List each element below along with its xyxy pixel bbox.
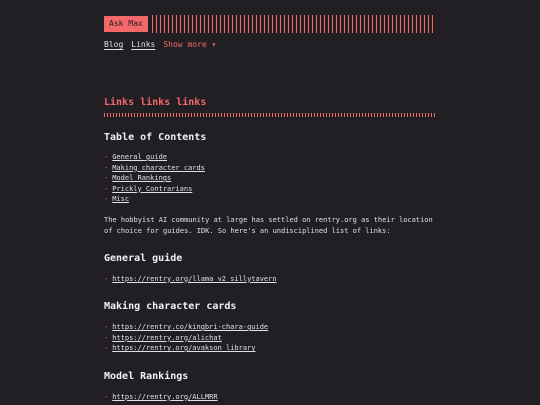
list-item <box>104 194 436 205</box>
site-nav <box>104 40 216 49</box>
toc-link-misc[interactable]: Misc <box>112 195 130 203</box>
bullet-dash: - <box>104 344 109 352</box>
list-item <box>104 322 436 333</box>
toc-list <box>104 152 436 205</box>
bullet-dash: - <box>104 184 109 193</box>
bullet-dash: - <box>104 174 109 182</box>
external-link[interactable]: https://rentry.org/avakson_library <box>112 344 256 352</box>
list-item <box>104 333 436 344</box>
list-item <box>104 173 436 184</box>
bullet-dash: - <box>104 333 109 342</box>
section-heading-character-cards: Making character cards <box>104 301 237 312</box>
toc-heading: Table of Contents <box>104 132 207 143</box>
link-list <box>104 274 436 285</box>
list-item <box>104 343 436 354</box>
external-link[interactable]: https://rentry.org/alichat <box>112 333 222 342</box>
external-link[interactable]: https://rentry.co/kingbri-chara-guide <box>112 323 269 331</box>
toc-link-prickly-contrarians[interactable]: Prickly Contrarians <box>112 184 193 193</box>
bullet-dash: - <box>104 392 109 401</box>
section-heading-general-guide: General guide <box>104 252 183 264</box>
toc-link-making-character-cards[interactable]: Making character cards <box>112 163 205 172</box>
bullet-dash: - <box>104 163 109 172</box>
list-item <box>104 274 436 285</box>
site-header <box>104 15 436 33</box>
link-list <box>104 392 436 403</box>
bullet-dash: - <box>104 195 109 203</box>
decorative-bars <box>152 15 436 33</box>
bullet-dash: - <box>104 274 109 283</box>
show-more-dropdown[interactable]: Show more ▾ <box>163 40 217 49</box>
list-item <box>104 152 436 163</box>
list-item <box>104 184 436 195</box>
intro-paragraph: The hobbyist AI community at large has settled on rentry.org as their location of choice for guides. IDK. So here's an undisciplined list of links: <box>104 215 433 235</box>
bullet-dash: - <box>104 153 109 161</box>
external-link[interactable]: https://rentry.org/ALLMRR <box>112 392 218 401</box>
link-list <box>104 322 436 354</box>
section-heading-model-rankings: Model Rankings <box>104 370 189 382</box>
nav-link-links[interactable]: Links <box>131 40 156 49</box>
nav-link-blog[interactable]: Blog <box>104 40 124 49</box>
brand-logo-button[interactable]: Ask Max <box>104 16 148 32</box>
toc-link-general-guide[interactable]: General guide <box>112 153 168 161</box>
page-title: Links links links <box>104 97 207 108</box>
list-item <box>104 392 436 403</box>
list-item <box>104 163 436 174</box>
bullet-dash: - <box>104 323 109 331</box>
toc-link-model-rankings[interactable]: Model Rankings <box>112 174 172 182</box>
external-link[interactable]: https://rentry.org/llama_v2_sillytavern <box>112 274 277 283</box>
main-content <box>104 96 436 402</box>
title-divider <box>104 113 436 117</box>
